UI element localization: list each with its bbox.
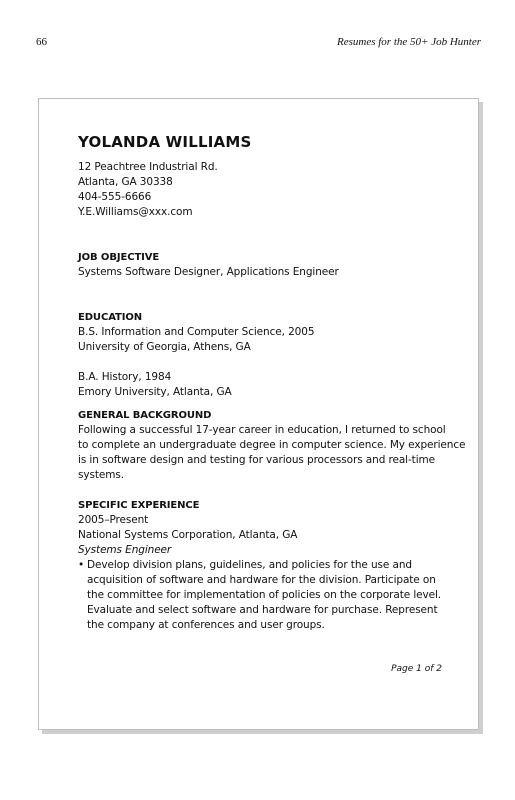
bullet-line: the committee for implementation of policies on the corporate level. bbox=[87, 589, 442, 601]
contact-block bbox=[78, 160, 458, 220]
background-line: systems. bbox=[78, 469, 124, 481]
education-school: University of Georgia, Athens, GA bbox=[78, 341, 251, 353]
experience-dates: 2005–Present bbox=[78, 514, 149, 526]
background-line: Following a successful 17-year career in education, I returned to school bbox=[78, 424, 446, 436]
resume-body bbox=[78, 133, 466, 633]
contact-phone: 404-555-6666 bbox=[78, 191, 152, 203]
bullet-line: Evaluate and select software and hardware for purchase. Represent bbox=[87, 604, 438, 616]
contact-email: Y.E.Williams@xxx.com bbox=[78, 206, 193, 218]
section-specific-experience bbox=[78, 498, 458, 633]
section-general-background bbox=[78, 408, 466, 483]
education-degree: B.S. Information and Computer Science, 2005 bbox=[78, 326, 315, 338]
section-heading: SPECIFIC EXPERIENCE bbox=[78, 500, 200, 511]
contact-address: 12 Peachtree Industrial Rd. bbox=[78, 161, 218, 173]
experience-employer: National Systems Corporation, Atlanta, GA bbox=[78, 529, 298, 541]
bullet-line: the company at conferences and user groups. bbox=[87, 619, 325, 631]
candidate-name: YOLANDA WILLIAMS bbox=[78, 133, 252, 151]
book-title: Resumes for the 50+ Job Hunter bbox=[337, 36, 481, 48]
page-number: 66 bbox=[36, 36, 47, 48]
bullet-line: Develop division plans, guidelines, and policies for the use and bbox=[87, 559, 412, 571]
bullet-line: acquisition of software and hardware for the division. Participate on bbox=[87, 574, 436, 586]
education-degree: B.A. History, 1984 bbox=[78, 371, 172, 383]
section-job-objective bbox=[78, 250, 458, 280]
section-education bbox=[78, 310, 458, 400]
background-line: to complete an undergraduate degree in computer science. My experience bbox=[78, 439, 466, 451]
bullet-mark: • bbox=[78, 559, 85, 571]
background-line: is in software design and testing for various processors and real-time bbox=[78, 454, 436, 466]
contact-city: Atlanta, GA 30338 bbox=[78, 176, 173, 188]
objective-text: Systems Software Designer, Applications Engineer bbox=[78, 266, 339, 278]
section-heading: EDUCATION bbox=[78, 312, 143, 323]
section-heading: JOB OBJECTIVE bbox=[78, 252, 160, 263]
resume-sheet bbox=[38, 98, 479, 730]
experience-bullet bbox=[78, 558, 458, 633]
page-indicator: Page 1 of 2 bbox=[391, 664, 442, 674]
running-head bbox=[0, 36, 515, 50]
section-heading: GENERAL BACKGROUND bbox=[78, 410, 212, 421]
experience-title: Systems Engineer bbox=[78, 544, 172, 556]
education-school: Emory University, Atlanta, GA bbox=[78, 386, 232, 398]
